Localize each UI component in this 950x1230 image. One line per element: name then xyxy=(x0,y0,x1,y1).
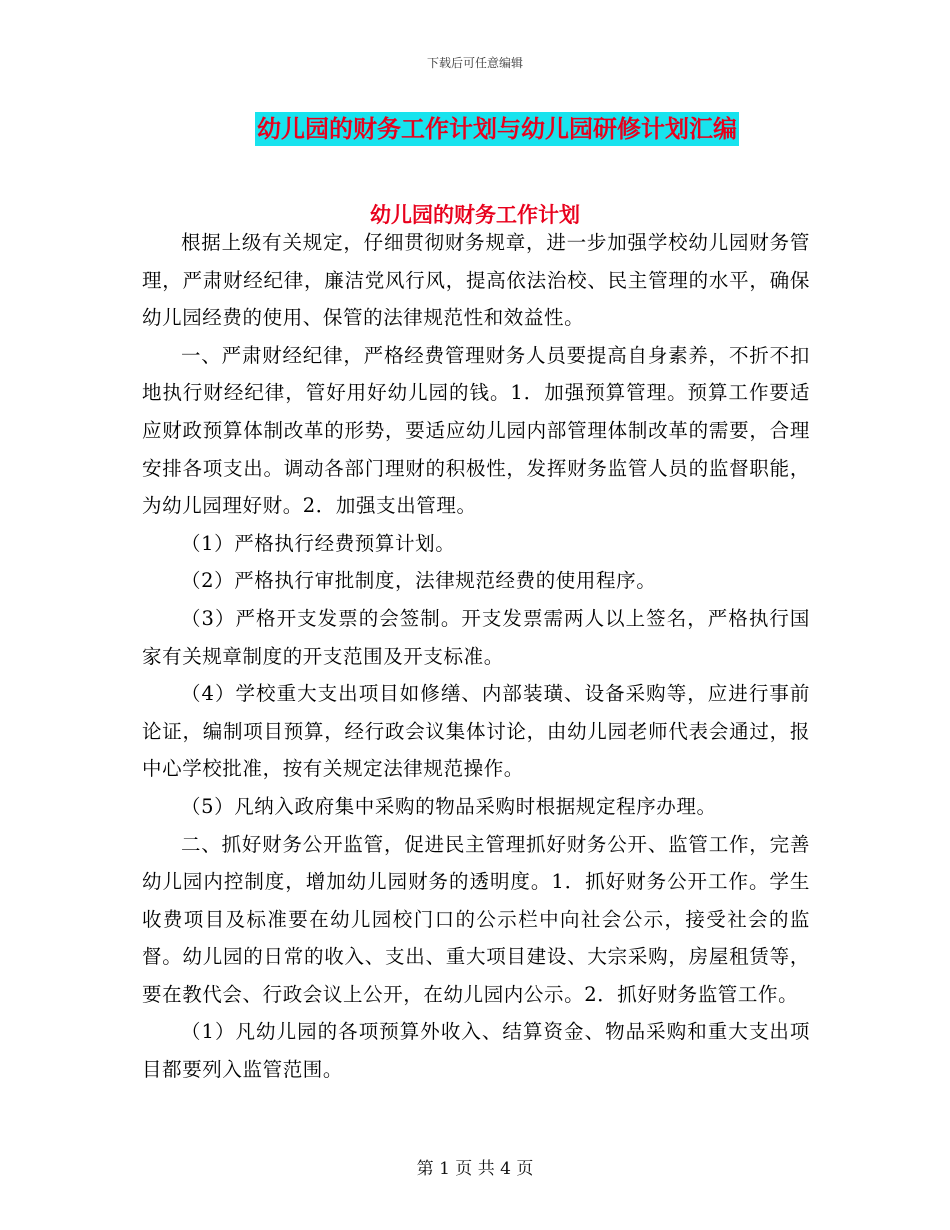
paragraph: （2）严格执行审批制度，法律规范经费的使用程序。 xyxy=(181,569,657,593)
paragraph: 根据上级有关规定，仔细贯彻财务规章，进一步加强学校幼儿园财务管理，严肃财经纪律，廉洁党风行风，提高依法治校、民主管理的水平，确保幼儿园经费的使用、保管的法律规范性和效益性。 xyxy=(142,231,810,330)
paragraph: 二、抓好财务公开监管，促进民主管理抓好财务公开、监管工作，完善幼儿园内控制度，增加幼儿园财务的透明度。1．抓好财务公开工作。学生收费项目及标准要在幼儿园校门口的公示栏中向社会公示，接受社会的监督。幼儿园的日常的收入、支出、重大项目建设、大宗采购，房屋租赁等，要在教代会、行政会议上公开，在幼儿园内公示。2．抓好财务监管工作。 xyxy=(142,832,810,1006)
paragraph: （1）凡幼儿园的各项预算外收入、结算资金、物品采购和重大支出项目都要列入监管范围。 xyxy=(142,1020,810,1082)
page-header-note: 下载后可任意编辑 xyxy=(426,56,523,70)
paragraph: （1）严格执行经费预算计划。 xyxy=(181,531,456,555)
document-title-wrapper xyxy=(0,112,950,146)
document-title: 幼儿园的财务工作计划与幼儿园研修计划汇编 xyxy=(255,112,739,146)
paragraph: （5）凡纳入政府集中采购的物品采购时根据规定程序办理。 xyxy=(181,794,717,818)
page-number-footer: 第 1 页 共 4 页 xyxy=(416,1159,534,1179)
section-title: 幼儿园的财务工作计划 xyxy=(370,203,580,227)
document-body xyxy=(142,224,810,1089)
paragraph: （4）学校重大支出项目如修缮、内部装璜、设备采购等，应进行事前论证，编制项目预算，经行政会议集体讨论，由幼儿园老师代表会通过，报中心学校批准，按有关规定法律规范操作。 xyxy=(142,682,810,781)
paragraph: 一、严肃财经纪律，严格经费管理财务人员要提高自身素养，不折不扣地执行财经纪律，管好用好幼儿园的钱。1．加强预算管理。预算工作要适应财政预算体制改革的形势，要适应幼儿园内部管理体制改革的需要，合理安排各项支出。调动各部门理财的积极性，发挥财务监管人员的监督职能，为幼儿园理好财。2．加强支出管理。 xyxy=(142,343,810,518)
paragraph: （3）严格开支发票的会签制。开支发票需两人以上签名，严格执行国家有关规章制度的开支范围及开支标准。 xyxy=(142,606,810,668)
